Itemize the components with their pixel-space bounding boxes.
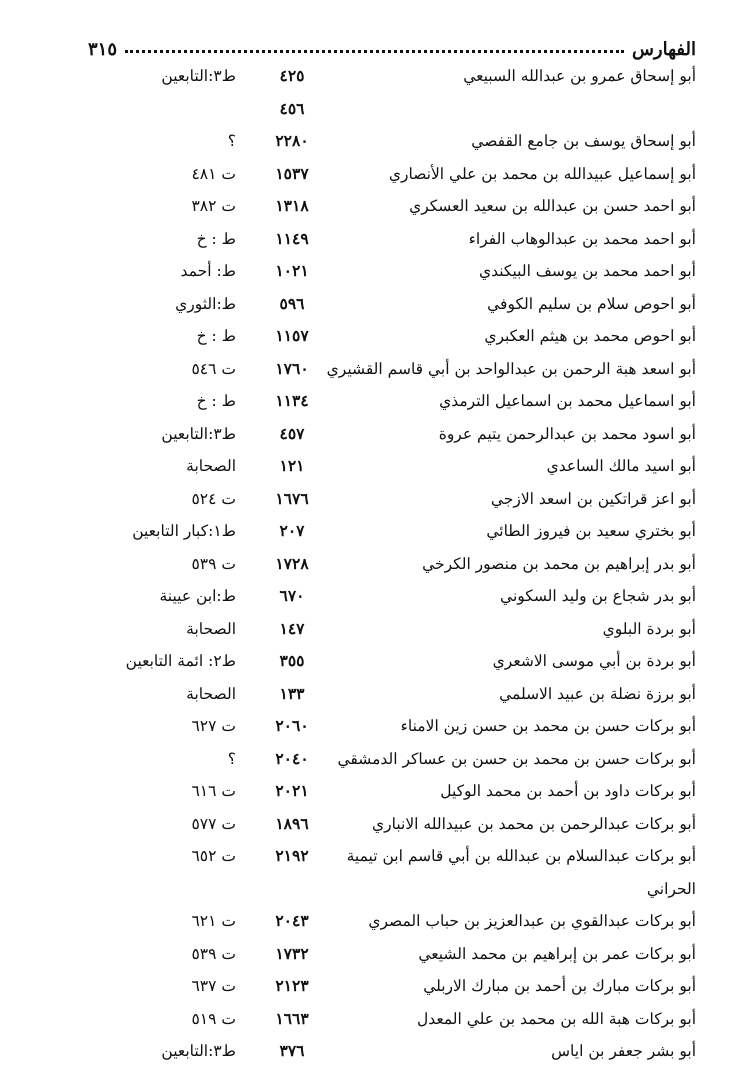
entry-number: ١٣٣ [279,683,305,703]
index-entry [0,840,743,873]
index-entry [0,1035,743,1068]
index-entry [0,905,743,938]
entry-number: ٥٩٦ [279,293,305,313]
entry-name: أبو إسحاق يوسف بن جامع القفصي [471,132,696,150]
entry-name: أبو اعز قراتكين بن اسعد الازجي [490,489,696,508]
index-entry [0,60,743,93]
entry-number: ٢٠٧ [279,521,305,540]
entry-number: ١١٤٩ [275,228,309,248]
entry-note: ؟ [227,749,236,768]
index-entry [0,678,743,711]
entry-number: ٣٧٦ [279,1041,305,1060]
entry-note: ت ٦٥٢ [191,847,236,865]
entry-name: أبو بركات عبدالسلام بن عبدالله بن أبي قاسم ابن تيمية [346,847,696,865]
entry-number: ١٧٢٨ [275,553,309,573]
entry-note: ط:الثوري [175,294,236,313]
entry-note: ت ٦١٦ [191,782,236,800]
entry-note: ط:ابن عيينة [159,587,236,605]
index-entry [0,190,743,223]
entry-name: أبو بركات عمر بن إبراهيم بن محمد الشيعي [418,944,696,963]
index-entry [0,710,743,743]
entry-name: أبو بركات هبة الله بن محمد بن علي المعدل [416,1009,696,1028]
entry-name: الحراني [646,879,696,898]
entry-name: أبو بشر جعفر بن اياس [551,1042,696,1060]
entry-note: ط٣:التابعين [161,1042,236,1060]
entry-number: ١٠٢١ [275,261,309,280]
entry-number: ١٦٧٦ [275,488,309,508]
index-entry [0,255,743,288]
page-number: ٣١٥ [88,39,118,60]
entry-note: ت ٥٢٤ [191,489,236,508]
entry-note: ط: أحمد [180,262,236,280]
index-entry [0,223,743,256]
entry-number: ١٣١٨ [275,196,309,215]
entry-number: ٦٧٠ [279,586,305,605]
entry-number: ٢٠٦٠ [275,716,309,735]
index-entry [0,93,743,126]
entry-number: ٢٠٢١ [275,781,309,800]
entry-note: ت ٦٢١ [191,912,236,930]
entry-number: ١٧٦٠ [275,358,309,378]
index-entry [0,580,743,613]
index-entry [0,808,743,841]
entry-note: ط٣:التابعين [161,424,236,443]
index-entry [0,320,743,353]
entry-number: ١٢١ [279,456,305,475]
index-entry [0,385,743,418]
entry-name: أبو بختري سعيد بن فيروز الطائي [486,522,696,540]
entry-note: ؟ [227,132,236,150]
entry-note: ط٣:التابعين [161,67,236,85]
entry-name: أبو بركات حسن بن محمد بن حسن زين الامناء [400,717,696,735]
index-entry [0,158,743,191]
entry-number: ١٨٩٦ [275,813,309,833]
entry-name: أبو اسود محمد بن عبدالرحمن يتيم عروة [438,424,696,443]
entry-note: ت ٥١٩ [191,1009,236,1028]
entry-note: ت ٥٣٩ [191,554,236,573]
entry-number: ٤٢٥ [279,66,305,85]
index-entries [0,60,743,1068]
index-entry [0,1003,743,1036]
entry-number: ١٤٧ [279,618,305,638]
entry-number: ١٥٣٧ [275,163,309,183]
entry-name: أبو احمد محمد بن يوسف البيكندي [478,262,696,280]
index-entry [0,970,743,1003]
entry-number: ٤٥٦ [279,98,305,118]
entry-name: أبو احوص محمد بن هيثم العكبري [484,327,696,345]
entry-name: أبو بركات مبارك بن أحمد بن مبارك الاربلي [423,977,696,995]
entry-number: ٤٥٧ [279,423,305,443]
entry-number: ٢١٢٣ [275,976,309,995]
entry-number: ١٦٦٣ [275,1008,309,1028]
entry-note: ت ٤٨١ [191,164,236,183]
entry-number: ١٧٣٢ [275,943,309,963]
index-entry [0,613,743,646]
index-entry [0,125,743,158]
entry-note: ط١:كبار التابعين [132,522,236,540]
entry-name: أبو اسعد هبة الرحمن بن عبدالواحد بن أبي قاسم القشيري [326,359,696,378]
entry-note: الصحابة [186,457,236,475]
entry-note: الصحابة [186,619,236,638]
entry-note: ت ٥٤٦ [191,359,236,378]
index-entry [0,483,743,516]
index-entry [0,515,743,548]
index-entry [0,775,743,808]
entry-number: ٣٥٥ [279,651,305,670]
index-entry [0,873,743,906]
entry-note: ط : خ [196,327,236,345]
entry-name: أبو برزة نضلة بن عبيد الاسلمي [499,684,696,703]
index-entry [0,743,743,776]
entry-name: أبو اسيد مالك الساعدي [546,457,696,475]
entry-note: ط٢: ائمة التابعين [125,652,236,670]
index-entry [0,450,743,483]
index-entry [0,645,743,678]
entry-note: ت ٥٧٧ [191,814,236,833]
entry-note: ت ٣٨٢ [191,197,236,215]
entry-note: ت ٥٣٩ [191,944,236,963]
entry-note: ط : خ [196,229,236,248]
entry-note: ت ٦٣٧ [191,977,236,995]
entry-number: ١١٥٧ [275,326,309,345]
entry-name: أبو بدر شجاع بن وليد السكوني [500,587,696,605]
entry-name: أبو احمد محمد بن عبدالوهاب الفراء [468,229,696,248]
entry-name: أبو احمد حسن بن عبدالله بن سعيد العسكري [409,197,696,215]
index-entry [0,418,743,451]
index-entry [0,288,743,321]
index-entry [0,938,743,971]
page-header [88,30,696,60]
entry-name: أبو بدر إبراهيم بن محمد بن منصور الكرخي [422,554,696,573]
index-entry [0,548,743,581]
entry-name: أبو بركات حسن بن محمد بن حسن بن عساكر الدمشقي [337,749,696,768]
entry-name: أبو بردة بن أبي موسى الاشعري [492,652,696,670]
entry-name: أبو بركات عبدالرحمن بن محمد بن عبيدالله الانباري [372,814,696,833]
entry-note: الصحابة [186,684,236,703]
entry-name: أبو إسحاق عمرو بن عبدالله السبيعي [463,67,696,85]
entry-number: ٢١٩٢ [275,846,309,865]
entry-name: أبو بركات داود بن أحمد بن محمد الوكيل [440,782,696,800]
running-title: الفهارس [631,39,696,60]
entry-number: ٢٢٨٠ [275,131,309,150]
entry-note: ت ٦٢٧ [191,717,236,735]
entry-number: ٢٠٤٠ [275,748,309,768]
entry-number: ١١٣٤ [275,391,309,410]
entry-name: أبو بردة البلوي [602,619,696,638]
entry-name: أبو بركات عبدالقوي بن عبدالعزيز بن حباب المصري [368,912,696,930]
entry-name: أبو احوص سلام بن سليم الكوفي [487,294,696,313]
entry-name: أبو اسماعيل محمد بن اسماعيل الترمذي [439,392,696,410]
index-entry [0,353,743,386]
entry-name: أبو إسماعيل عبيدالله بن محمد بن علي الأنصاري [388,164,696,183]
dotted-leader [125,50,624,53]
entry-number: ٢٠٤٣ [275,911,309,930]
entry-note: ط : خ [196,392,236,410]
